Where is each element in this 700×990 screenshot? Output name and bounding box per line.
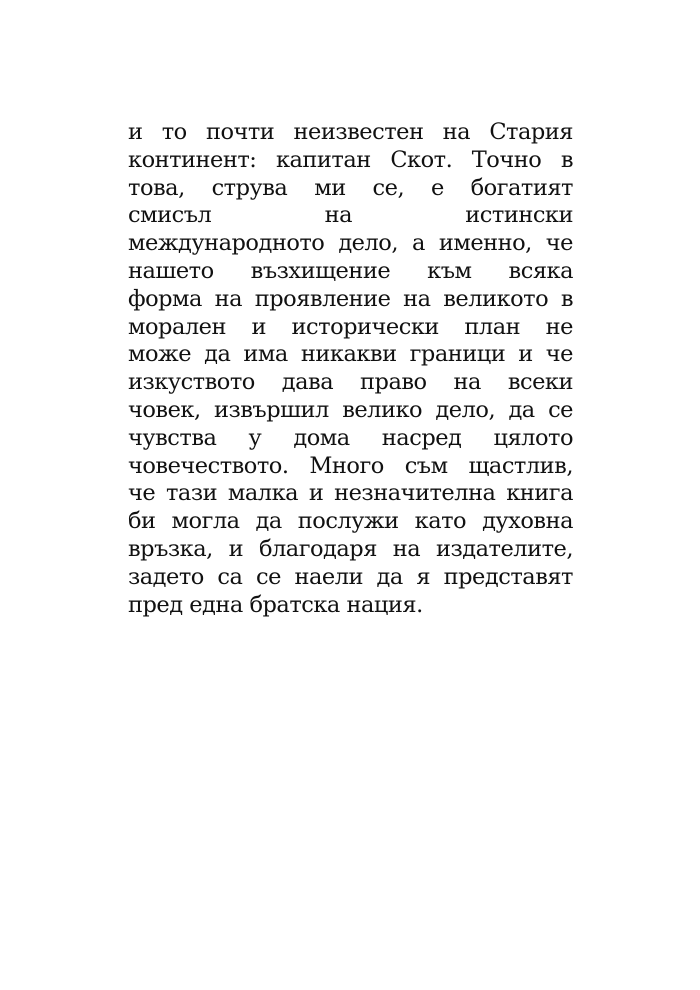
text-line-8: морален и исторически план не: [128, 313, 573, 340]
body-paragraph: [128, 119, 573, 619]
text-line-10: изкуството дава право на всеки: [128, 369, 573, 396]
text-line-3: това, струва ми се, е богатият: [128, 174, 573, 201]
text-line-5: международното дело, а именно, че: [128, 230, 573, 257]
text-line-6: нашето възхищение към всяка: [128, 257, 573, 284]
text-line-11: човек, извършил велико дело, да се: [128, 396, 573, 423]
text-line-16: връзка, и благодаря на издателите,: [128, 535, 573, 562]
text-line-14: че тази малка и незначителна книга: [128, 480, 573, 507]
text-line-15: би могла да послужи като духовна: [128, 508, 573, 535]
text-line-13: човечеството. Много съм щастлив,: [128, 452, 573, 479]
text-line-2: континент: капитан Скот. Точно в: [128, 146, 573, 173]
text-line-7: форма на проявление на великото в: [128, 285, 573, 312]
text-line-18: пред една братска нация.: [128, 591, 423, 618]
text-line-12: чувства у дома насред цялото: [128, 424, 573, 451]
text-line-1: и то почти неизвестен на Стария: [128, 119, 573, 145]
text-line-4: смисъл на истински: [128, 202, 573, 229]
text-line-9: може да има никакви граници и че: [128, 341, 573, 368]
text-line-17: задето са се наели да я представят: [128, 563, 573, 590]
